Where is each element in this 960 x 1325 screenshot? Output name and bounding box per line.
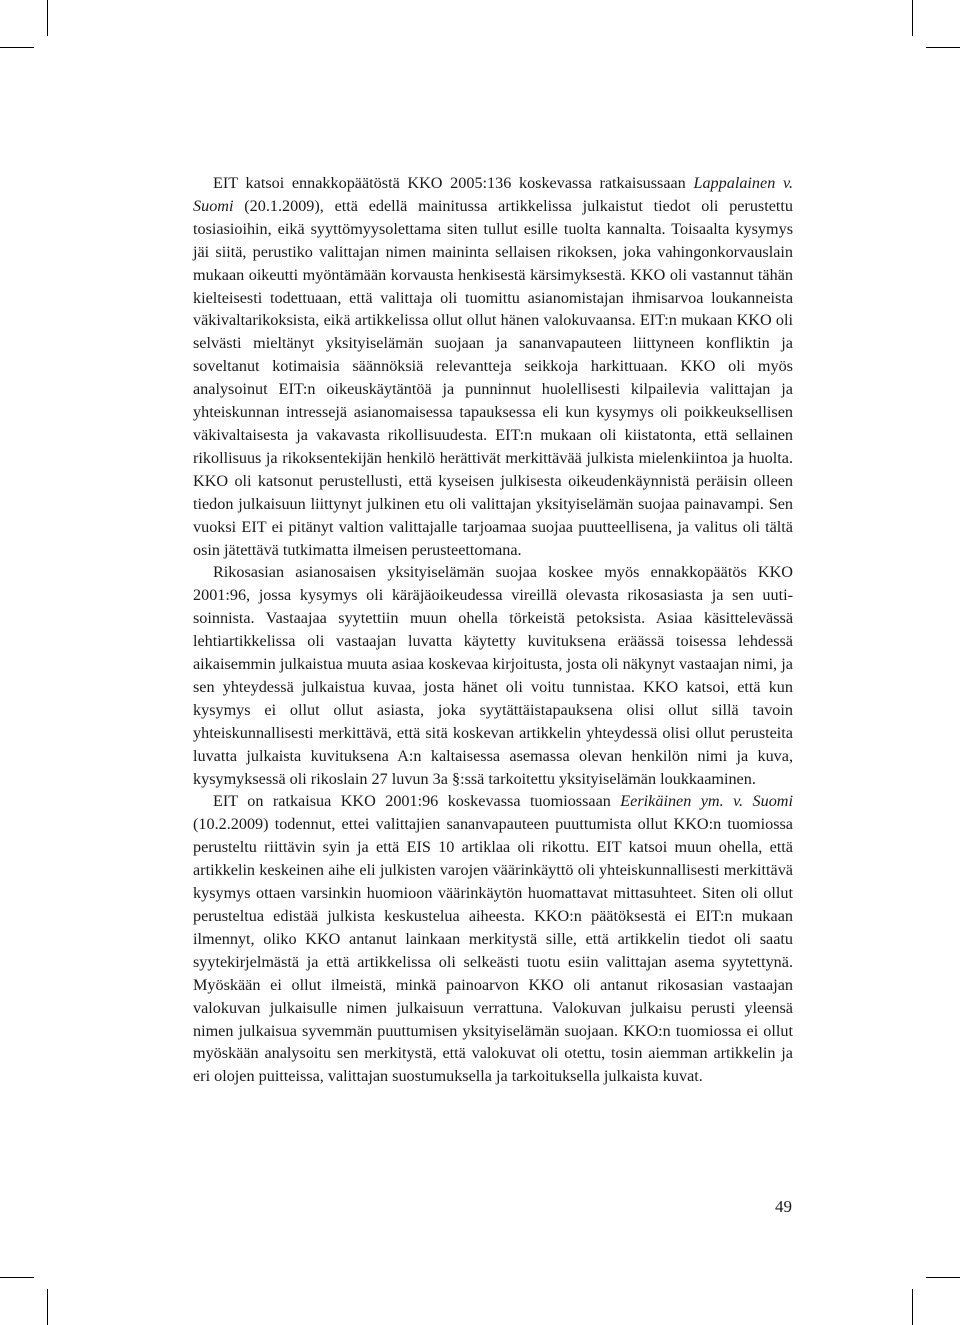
case-name: Eerikäinen ym. v. Suomi <box>620 792 793 811</box>
paragraph <box>193 172 793 561</box>
page-number: 49 <box>775 1197 792 1216</box>
crop-mark-top-right-horizontal <box>926 47 960 48</box>
text-run: EIT on ratkaisua KKO 2001:96 koskevassa tuomiossaan <box>213 792 621 811</box>
crop-mark-bottom-right-horizontal <box>926 1277 960 1278</box>
crop-mark-top-left-horizontal <box>0 47 34 48</box>
text-run: (10.2.2009) todennut, ettei valittajien sananvapauteen puuttumista ollut KKO:n tuomiossa perusteltu riittävin syin ja että EIS 10 artiklaa oli rikottu. EIT katsoi muun ohella, että artikkelin keskeinen aihe eli julkisten varojen väärinkäyttö oli yhteiskunnallisesti merkittävä kysymys ottaen varsinkin huomioon väärinkäytön huomattavat mittasuhteet. Siten oli ollut perusteltua edistää julkista keskustelua aiheesta. KKO:n päätöksestä ei EIT:n mukaan ilmennyt, oliko KKO antanut lainkaan merkitystä sille, että artikkelin tiedot oli saatu syytekirjelmästä ja että artikkelissa oli selkeästi tuotu esiin valittajan asema syytettynä. Myöskään ei ollut ilmeistä, minkä painoarvon KKO oli antanut rikosasian vastaajan valokuvan julkaisulle nimen julkaisuun verrattuna. Valokuvan julkaisu perusti yleensä nimen julkaisua syvemmän puuttumisen yksityiselämän suojaan. KKO:n tuomiossa ei ollut myöskään analysoitu sen merkitystä, että valokuvat oli otettu, tosin aiemman artikkelin ja eri olojen puitteissa, valittajan suostumuksella ja tarkoituksella julkaista kuvat. <box>193 815 793 1086</box>
crop-mark-bottom-right-vertical <box>912 1289 913 1325</box>
paragraph <box>193 790 793 1088</box>
crop-mark-top-left-vertical <box>47 0 48 36</box>
case-name: Lappalainen v. Suomi <box>193 174 793 215</box>
text-run: Rikosasian asianosaisen yksityiselämän suojaa koskee myös ennakkopäätös KKO 2001:96, jossa kysymys oli käräjäoikeudessa vireillä olevasta rikosasiasta ja sen uutisoinnista. Vastaajaa syytettiin muun ohella törkeistä petoksista. Asiaa käsittelevässä lehtiartikkelissa oli vastaajan luvatta käytetty kuvituksena eräässä toisessa lehdessä aikaisemmin julkaistua muuta asiaa koskevaa kirjoitusta, josta oli näkynyt vastaajan nimi, ja sen yhteydessä julkaistua kuvaa, josta hänet oli voitu tunnistaa. KKO katsoi, että kun kysymys ei ollut ollut asiasta, joka syytättäistapauksena olisi ollut sillä tavoin yhteiskunnallisesti merkittävä, että sitä koskevan artikkelin yhteydessä olisi ollut perusteita luvatta julkaista kuvituksena A:n kaltaisessa asemassa olevan henkilön nimi ja kuva, kysymyksessä oli rikoslain 27 luvun 3a §:ssä tarkoitettu yksityiselämän loukkaaminen. <box>193 563 793 788</box>
text-run: (20.1.2009), että edellä mainitussa artikkelissa julkaistut tiedot oli perustettu tosiasioihin, eikä syyttömyysolettama siten tullut esille tuolta kannalta. Toisaalta kysymys jäi siitä, perustiko valittajan nimen maininta sellaisen rikoksen, joka vahingonkorvauslain mukaan oikeutti myöntämään korvausta henkisestä kärsimyksestä. KKO oli vastannut tähän kielteisesti todettuaan, että valittaja oli tuomittu asianomistajan ihmisarvoa loukanneista väkivaltarikoksista, eikä artikkelissa ollut ollut hänen valokuvaansa. EIT:n mukaan KKO oli selvästi mieltänyt yksityiselämän suojaan ja sananvapauteen liittyneen konfliktin ja soveltanut kotimaisia säännöksiä relevantteja seikkoja harkittuaan. KKO oli myös analysoinut EIT:n oikeuskäytäntöä ja punninnut huolellisesti kilpailevia valittajan ja yhteiskunnan intressejä asianomaisessa tapauksessa eli kun kysymys oli poikkeuksellisen väkivaltaisesta ja vakavasta rikollisuudesta. EIT:n mukaan oli kiistatonta, että sellainen rikollisuus ja rikoksentekijän henkilö herättivät merkittävää julkista mielenkiintoa ja huolta. KKO oli katsonut perustellusti, että kyseisen julkisesta oikeudenkäynnistä peräisin olleen tiedon julkaisuun liittynyt julkinen etu oli valittajan yksityiselämän suojaa painavampi. Sen vuoksi EIT ei pitänyt valtion valittajalle tarjoamaa suojaa puutteellisena, ja valitus oli tältä osin jätettävä tutkimatta ilmeisen perusteettomana. <box>193 196 793 559</box>
crop-mark-bottom-left-horizontal <box>0 1277 34 1278</box>
crop-mark-top-right-vertical <box>912 0 913 36</box>
crop-mark-bottom-left-vertical <box>47 1289 48 1325</box>
text-run: EIT katsoi ennakkopäätöstä KKO 2005:136 koskevassa ratkaisussaan <box>213 174 694 192</box>
body-text <box>193 172 793 1088</box>
paragraph <box>193 561 793 790</box>
